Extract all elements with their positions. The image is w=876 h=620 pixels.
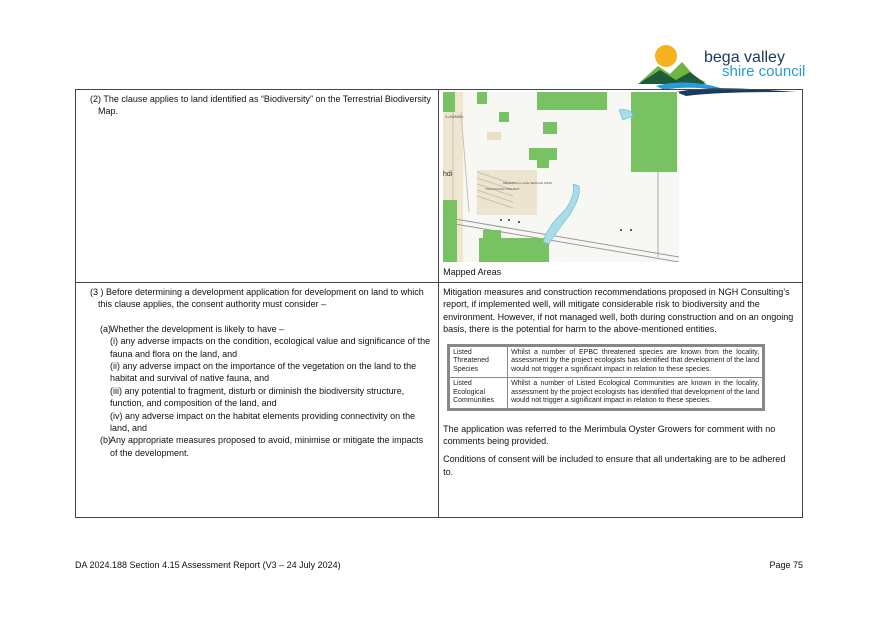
list-text: Whether the development is likely to have – xyxy=(110,323,285,334)
list-subitem: (ii) any adverse impact on the importance of the vegetation on the land to the habitat and survival of native fauna, and xyxy=(110,361,417,384)
list-item xyxy=(82,323,432,435)
map-cell xyxy=(439,90,803,283)
list-label: (b) xyxy=(100,435,111,446)
table-cell: Listed Ecological Communities xyxy=(450,377,508,408)
table-cell: Whilst a number of EPBC threatened species are known from the locality, assessment by the project ecologists has identified that development of the land would not trigger a significant impact in relation to these species. xyxy=(508,346,763,377)
page-number: Page 75 xyxy=(769,560,803,570)
comment-cell xyxy=(439,283,803,518)
list-subitem: (iv) any adverse impact on the habitat elements providing connectivity on the land, and xyxy=(110,410,416,434)
clause-2-text: (2) The clause applies to land identified as “Biodiversity” on the Terrestrial Biodiversity Map. xyxy=(90,94,431,117)
map-label: TRAFFICKING PROJECT xyxy=(485,187,520,191)
table-cell: Listed Threatened Species xyxy=(450,346,508,377)
list-subitem: (iii) any potential to fragment, disturb or diminish the biodiversity structure, function, and composition of the land, and xyxy=(110,385,405,409)
table-row xyxy=(76,283,803,518)
comment-paragraph: Conditions of consent will be included to ensure that all undertaking are to be adhered to. xyxy=(443,454,786,477)
clause-cell xyxy=(76,283,439,518)
comment-paragraph: Mitigation measures and construction recommendations proposed in NGH Consulting’s report, if implemented well, will mitigate considerable risk to biodiversity and the environment. However, if not managed well, both during construction and on an ongoing basis, there is the potential for harm to the above-mentioned entities. xyxy=(443,287,794,335)
footer-title: DA 2024.188 Section 4.15 Assessment Report (V3 – 24 July 2024) xyxy=(75,560,341,570)
map-caption: Mapped Areas xyxy=(443,267,502,277)
clause-3-intro: (3 ) Before determining a development application for development on land to which this clause applies, the consent authority must consider – xyxy=(90,287,424,310)
table-row xyxy=(450,346,763,377)
table-cell: Whilst a number of Listed Ecological Communities are known in the locality, assessment by the project ecologists has identified that development of the land would not trigger a significant impact in relation to these species. xyxy=(508,377,763,408)
species-table xyxy=(449,346,763,410)
list-text: Any appropriate measures proposed to avoid, minimise or mitigate the impacts of the development. xyxy=(110,435,424,458)
table-row xyxy=(76,90,803,283)
logo-line2: shire council xyxy=(722,63,806,80)
table-row xyxy=(450,377,763,408)
species-table-wrap xyxy=(447,344,765,412)
assessment-table xyxy=(75,89,803,518)
list-subitem: (i) any adverse impacts on the condition, ecological value and significance of the fauna and flora on the land, and xyxy=(110,336,431,359)
biodiversity-map xyxy=(443,92,679,262)
list-item xyxy=(82,434,432,459)
map-label: ILLAWAMBA xyxy=(445,115,464,119)
map-label: hdi xyxy=(443,171,453,178)
clause-3-list xyxy=(82,323,432,459)
list-label: (a) xyxy=(100,323,111,334)
comment-paragraph: The application was referred to the Merimbula Oyster Growers for comment with no comments being provided. xyxy=(443,423,776,446)
clause-cell xyxy=(76,90,439,283)
logo-line1: bega valley xyxy=(704,49,785,66)
map-label: MERIMBULA LAKE SEWAGE WEIR xyxy=(503,181,552,185)
